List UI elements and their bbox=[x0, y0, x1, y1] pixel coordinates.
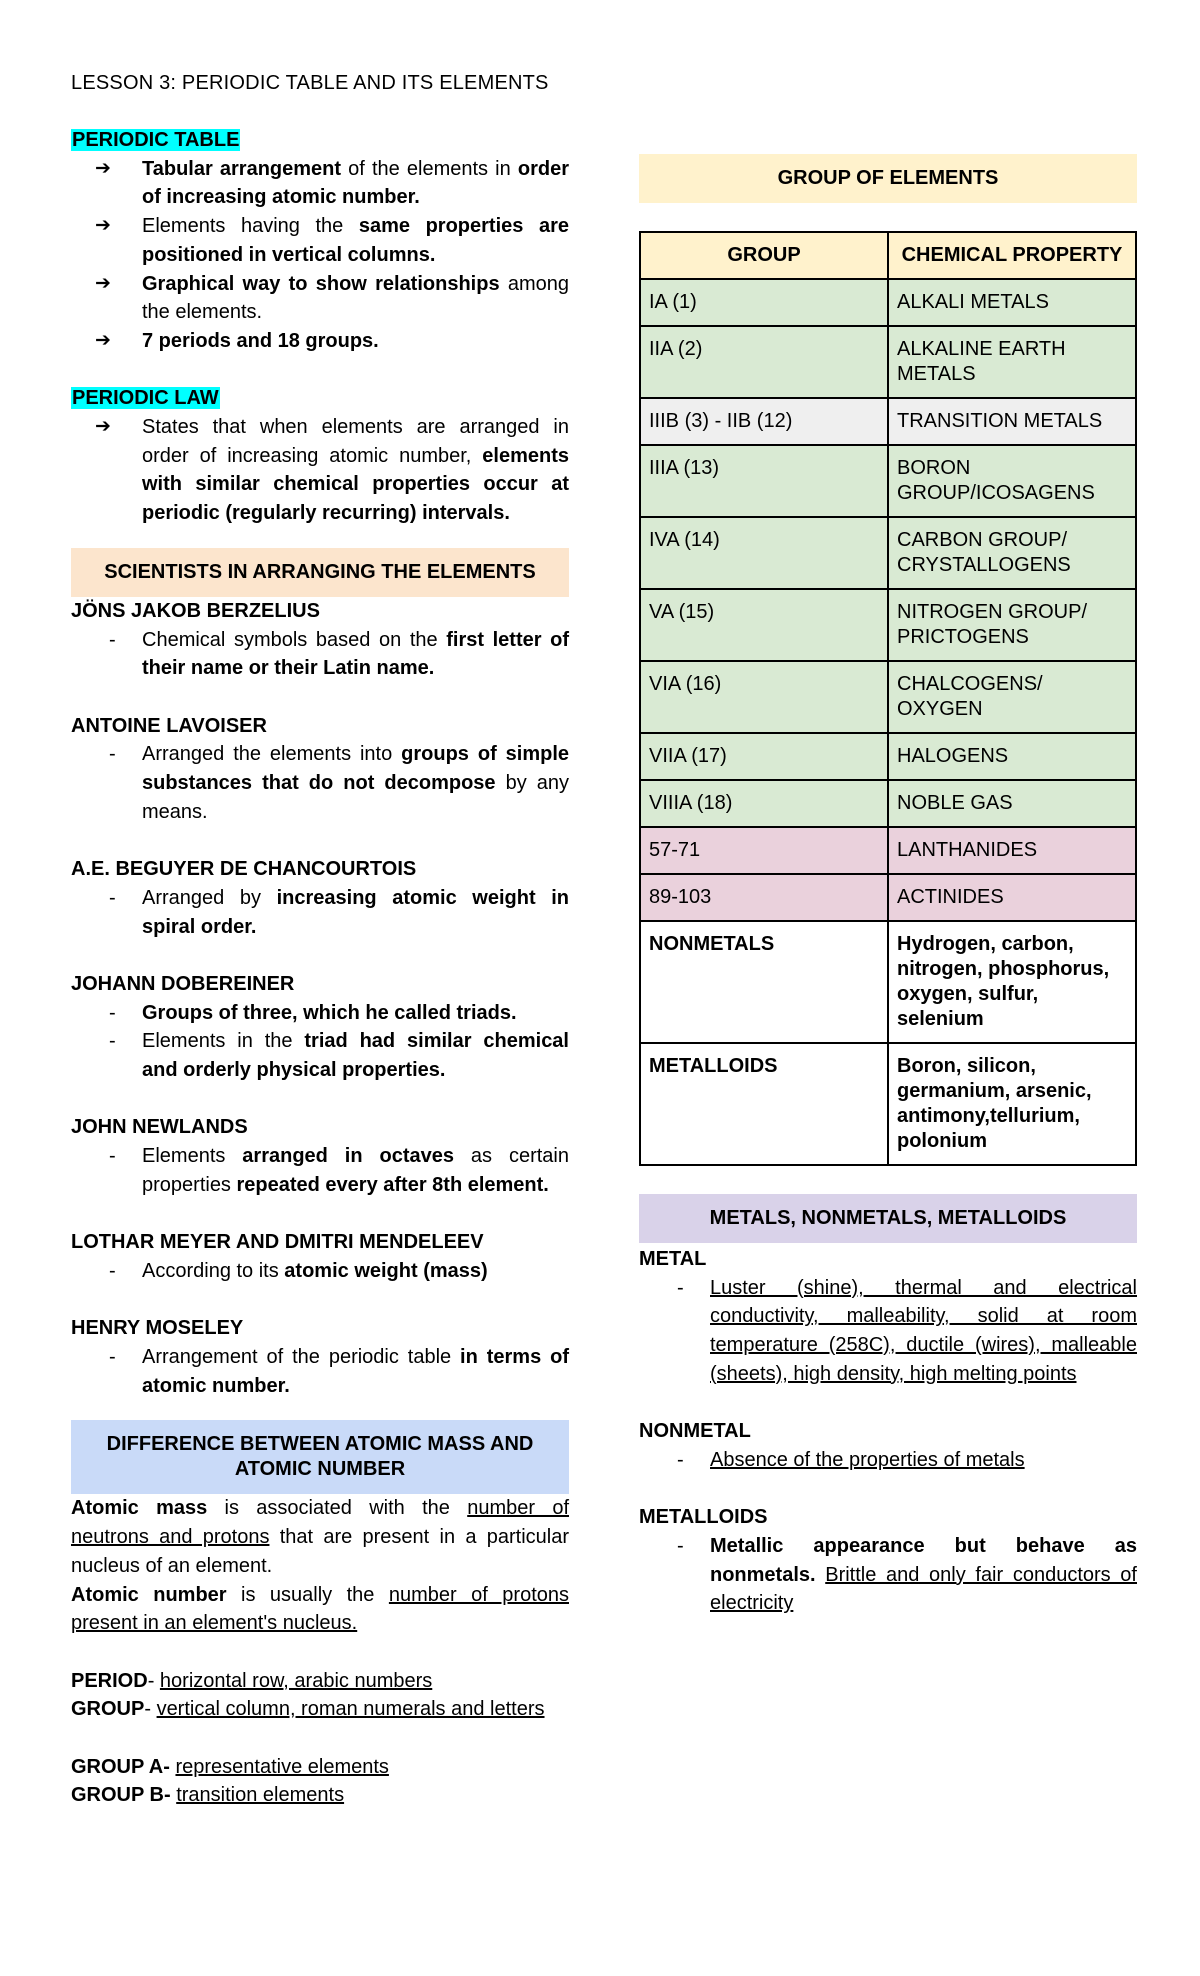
nonmetal-heading: NONMETAL bbox=[639, 1420, 751, 1443]
scientist-name: A.E. BEGUYER DE CHANCOURTOIS bbox=[71, 858, 417, 881]
scientist-list bbox=[71, 1257, 569, 1286]
list-item: - Elements arranged in octaves as certain properties repeated every after 8th element. bbox=[71, 1142, 569, 1199]
scientist-name: LOTHAR MEYER AND DMITRI MENDELEEV bbox=[71, 1231, 484, 1254]
table-row bbox=[640, 1043, 1136, 1165]
metalloid-list bbox=[639, 1532, 1137, 1618]
group-cell: NONMETALS bbox=[640, 921, 888, 1043]
list-item: - According to its atomic weight (mass) bbox=[71, 1257, 569, 1286]
table-row bbox=[640, 517, 1136, 589]
table-header-row bbox=[640, 232, 1136, 279]
list-item: - Elements in the triad had similar chemical and orderly physical properties. bbox=[71, 1027, 569, 1084]
group-cell: IIIB (3) - IIB (12) bbox=[640, 398, 888, 445]
table-row bbox=[640, 661, 1136, 733]
periodic-law-heading bbox=[71, 384, 569, 413]
dash-icon: - bbox=[109, 1346, 116, 1369]
group-of-elements-banner: GROUP OF ELEMENTS bbox=[639, 154, 1137, 203]
list-item: - Chemical symbols based on the first letter of their name or their Latin name. bbox=[71, 626, 569, 683]
group-cell: VA (15) bbox=[640, 589, 888, 661]
periodic-law-list bbox=[71, 413, 569, 528]
group-cell: 57-71 bbox=[640, 827, 888, 874]
dash-icon: - bbox=[677, 1535, 684, 1557]
periodic-table-label: PERIODIC TABLE bbox=[72, 129, 240, 151]
periodic-table-heading bbox=[71, 126, 569, 155]
arrow-right-icon: ➔ bbox=[95, 416, 111, 438]
atomic-mass-paragraph: Atomic mass is associated with the number of neutrons and protons that are present in a particular nucleus of an element. bbox=[71, 1497, 569, 1577]
group-table bbox=[639, 231, 1137, 1166]
table-row bbox=[640, 874, 1136, 921]
list-item: ➔ States that when elements are arranged in order of increasing atomic number, elements with similar chemical properties occur at periodic (regularly recurring) intervals. bbox=[71, 413, 569, 528]
list-item: - Arranged by increasing atomic weight in spiral order. bbox=[71, 884, 569, 941]
periodic-table-list bbox=[71, 155, 569, 356]
list-item: - Arrangement of the periodic table in terms of atomic number. bbox=[71, 1343, 569, 1400]
header-cell: CHEMICAL PROPERTY bbox=[888, 232, 1136, 279]
group-definition: GROUP- vertical column, roman numerals and letters bbox=[71, 1698, 545, 1721]
group-cell: IIA (2) bbox=[640, 326, 888, 398]
property-cell: LANTHANIDES bbox=[888, 827, 1136, 874]
table-row bbox=[640, 445, 1136, 517]
scientist-list bbox=[71, 884, 569, 941]
list-item: ➔ Tabular arrangement of the elements in order of increasing atomic number. bbox=[71, 155, 569, 212]
table-row bbox=[640, 733, 1136, 780]
table-row bbox=[640, 921, 1136, 1043]
dash-icon: - bbox=[109, 1145, 116, 1168]
group-cell: VIIIA (18) bbox=[640, 780, 888, 827]
scientist-name: JOHANN DOBEREINER bbox=[71, 972, 295, 995]
property-cell: TRANSITION METALS bbox=[888, 398, 1136, 445]
property-cell: ACTINIDES bbox=[888, 874, 1136, 921]
group-cell: IVA (14) bbox=[640, 517, 888, 589]
dash-icon: - bbox=[109, 628, 116, 651]
dash-icon: - bbox=[109, 1259, 116, 1282]
header-cell: GROUP bbox=[640, 232, 888, 279]
property-cell: ALKALINE EARTH METALS bbox=[888, 326, 1136, 398]
group-cell: 89-103 bbox=[640, 874, 888, 921]
dash-icon: - bbox=[109, 1001, 116, 1024]
right-column bbox=[639, 154, 1137, 1618]
list-item: - Arranged the elements into groups of simple substances that do not decompose by any means. bbox=[71, 740, 569, 826]
arrow-right-icon: ➔ bbox=[95, 215, 111, 237]
arrow-right-icon: ➔ bbox=[95, 157, 111, 179]
list-item: - Absence of the properties of metals bbox=[639, 1446, 1137, 1475]
dash-icon: - bbox=[109, 1030, 116, 1053]
table-row bbox=[640, 827, 1136, 874]
scientist-list bbox=[71, 1142, 569, 1199]
scientist-list bbox=[71, 626, 569, 683]
list-item: - Luster (shine), thermal and electrical conductivity, malleability, solid at room temperature (258C), ductile (wires), malleable (sheets), high density, high melting points bbox=[639, 1274, 1137, 1389]
list-item: ➔ Graphical way to show relationships among the elements. bbox=[71, 270, 569, 327]
arrow-right-icon: ➔ bbox=[95, 272, 111, 294]
group-cell: VIA (16) bbox=[640, 661, 888, 733]
group-cell: IIIA (13) bbox=[640, 445, 888, 517]
group-a-definition: GROUP A- representative elements bbox=[71, 1755, 389, 1778]
dash-icon: - bbox=[677, 1276, 684, 1299]
property-cell: NOBLE GAS bbox=[888, 780, 1136, 827]
property-cell: CHALCOGENS/ OXYGEN bbox=[888, 661, 1136, 733]
arrow-right-icon: ➔ bbox=[95, 329, 111, 351]
table-row bbox=[640, 589, 1136, 661]
table-row bbox=[640, 326, 1136, 398]
left-column bbox=[71, 126, 569, 1810]
scientist-list bbox=[71, 740, 569, 826]
list-item: ➔ 7 periods and 18 groups. bbox=[71, 327, 569, 356]
list-item: - Groups of three, which he called triads. bbox=[71, 999, 569, 1028]
group-b-definition: GROUP B- transition elements bbox=[71, 1784, 345, 1807]
property-cell: Boron, silicon, germanium, arsenic, antimony,tellurium, polonium bbox=[888, 1043, 1136, 1165]
metals-banner: METALS, NONMETALS, METALLOIDS bbox=[639, 1194, 1137, 1243]
scientists-banner: SCIENTISTS IN ARRANGING THE ELEMENTS bbox=[71, 548, 569, 597]
group-cell: METALLOIDS bbox=[640, 1043, 888, 1165]
scientist-name: JOHN NEWLANDS bbox=[71, 1116, 248, 1139]
metalloid-heading: METALLOIDS bbox=[639, 1506, 768, 1529]
metal-list bbox=[639, 1274, 1137, 1389]
metal-heading: METAL bbox=[639, 1248, 707, 1270]
property-cell: Hydrogen, carbon, nitrogen, phosphorus, oxygen, sulfur, selenium bbox=[888, 921, 1136, 1043]
property-cell: ALKALI METALS bbox=[888, 279, 1136, 326]
difference-banner: DIFFERENCE BETWEEN ATOMIC MASS AND ATOMIC NUMBER bbox=[71, 1420, 569, 1494]
atomic-number-paragraph: Atomic number is usually the number of protons present in an element's nucleus. bbox=[71, 1583, 569, 1635]
scientist-list bbox=[71, 999, 569, 1085]
scientist-name: HENRY MOSELEY bbox=[71, 1317, 244, 1340]
table-row bbox=[640, 398, 1136, 445]
scientist-list bbox=[71, 1343, 569, 1400]
period-definition: PERIOD- horizontal row, arabic numbers bbox=[71, 1669, 433, 1692]
scientist-name: JÖNS JAKOB BERZELIUS bbox=[71, 599, 320, 622]
property-cell: CARBON GROUP/ CRYSTALLOGENS bbox=[888, 517, 1136, 589]
dash-icon: - bbox=[109, 743, 116, 766]
scientist-name: ANTOINE LAVOISER bbox=[71, 714, 267, 737]
list-item: - Metallic appearance but behave as nonmetals. Brittle and only fair conductors of electricity bbox=[639, 1532, 1137, 1618]
property-cell: BORON GROUP/ICOSAGENS bbox=[888, 445, 1136, 517]
table-row bbox=[640, 780, 1136, 827]
page-title: LESSON 3: PERIODIC TABLE AND ITS ELEMENTS bbox=[71, 72, 549, 94]
periodic-law-label: PERIODIC LAW bbox=[72, 387, 219, 410]
property-cell: NITROGEN GROUP/ PRICTOGENS bbox=[888, 589, 1136, 661]
dash-icon: - bbox=[109, 886, 116, 909]
list-item: ➔ Elements having the same properties are positioned in vertical columns. bbox=[71, 212, 569, 269]
group-cell: IA (1) bbox=[640, 279, 888, 326]
dash-icon: - bbox=[677, 1448, 684, 1471]
group-cell: VIIA (17) bbox=[640, 733, 888, 780]
table-row bbox=[640, 279, 1136, 326]
property-cell: HALOGENS bbox=[888, 733, 1136, 780]
nonmetal-list bbox=[639, 1446, 1137, 1475]
